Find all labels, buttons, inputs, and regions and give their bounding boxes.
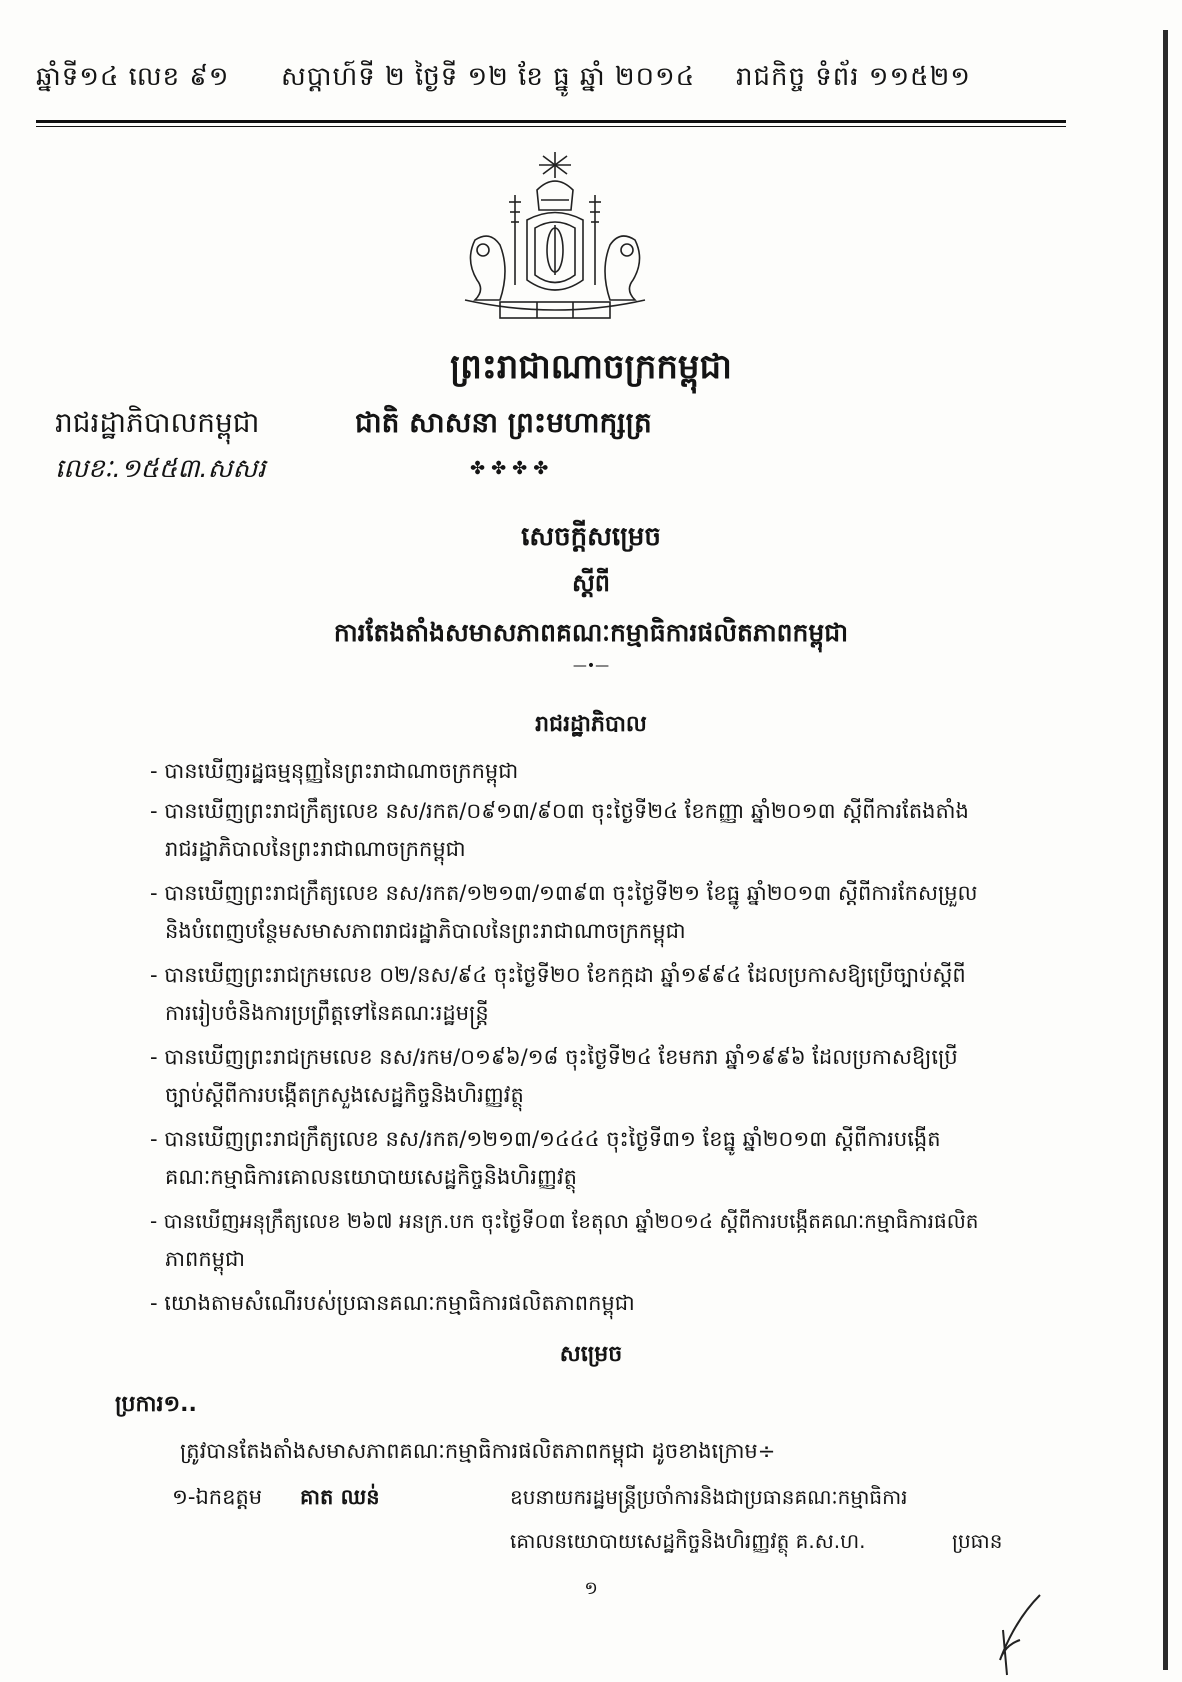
recital-line: គណៈកម្មាធិការគោលនយោបាយសេដ្ឋកិច្ចនិងហិរញ្ញវត្ថុ bbox=[165, 1165, 577, 1189]
header-page: រាជកិច្ច ទំព័រ ១១៥២១ bbox=[736, 62, 971, 92]
recital-line: ច្បាប់ស្តីពីការបង្កើតក្រសួងសេដ្ឋកិច្ចនិងហិរញ្ញវត្ថុ bbox=[165, 1083, 524, 1107]
recital-line: - យោងតាមសំណើរបស់ប្រធានគណៈកម្មាធិការផលិតភាពកម្ពុជា bbox=[150, 1291, 635, 1315]
decision-subject: ការតែងតាំងសមាសភាពគណៈកម្មាធិការផលិតភាពកម្ពុជា bbox=[333, 618, 849, 647]
recital-line: - បានឃើញព្រះរាជក្រមលេខ ០២/នស/៩៤ ចុះថ្ងៃទី២០ ខែកក្កដា ឆ្នាំ១៩៩៤ ដែលប្រកាសឱ្យប្រើច្បាប់ស្តីពី bbox=[150, 963, 966, 987]
government-heading: រាជរដ្ឋាភិបាល bbox=[535, 712, 647, 737]
decides-heading: សម្រេច bbox=[559, 1342, 623, 1367]
royal-coat-of-arms-emblem bbox=[455, 150, 655, 335]
header-rule bbox=[36, 120, 1066, 123]
recital-line: - បានឃើញព្រះរាជក្រឹត្យលេខ នស/រកត/១២១៣/១៤៤៤ ចុះថ្ងៃទី៣១ ខែធ្នូ ឆ្នាំ២០១៣ ស្តីពីការបង្កើត bbox=[150, 1127, 941, 1151]
member-name: គាត ឈន់ bbox=[300, 1485, 380, 1509]
issuer-number: លេខៈ.១៥៥៣.សសរ bbox=[55, 454, 266, 484]
ornament-divider: ✤✤✤✤ bbox=[470, 458, 555, 479]
article-heading: ប្រការ១.. bbox=[115, 1392, 197, 1417]
header-year-issue: ឆ្នាំទី១៤ លេខ ៩១ bbox=[36, 62, 230, 92]
recital-line: - បានឃើញអនុក្រឹត្យលេខ ២៦៧ អនក្រ.បក ចុះថ្ងៃទី០៣ ខែតុលា ឆ្នាំ២០១៤ ស្តីពីការបង្កើតគណៈកម្មាធិការផលិត bbox=[150, 1209, 979, 1233]
recital-line: រាជរដ្ឋាភិបាលនៃព្រះរាជាណាចក្រកម្ពុជា bbox=[165, 837, 466, 861]
header-rule-thin bbox=[36, 126, 1066, 127]
scan-edge-line bbox=[1163, 30, 1168, 1670]
signature-mark bbox=[985, 1590, 1075, 1680]
page-number: ១ bbox=[584, 1578, 598, 1599]
member-number: ១-ឯកឧត្តម bbox=[172, 1485, 263, 1509]
national-motto: ជាតិ សាសនា ព្រះមហាក្សត្រ bbox=[355, 406, 652, 439]
member-role: ឧបនាយករដ្ឋមន្ត្រីប្រចាំការនិងជាប្រធានគណៈកម្មាធិការ bbox=[510, 1485, 908, 1509]
decision-about: ស្តីពី bbox=[571, 569, 611, 597]
issuer-name: រាជរដ្ឋាភិបាលកម្ពុជា bbox=[55, 406, 260, 439]
member-position: ប្រធាន bbox=[952, 1529, 1003, 1553]
recital-line: និងបំពេញបន្ថែមសមាសភាពរាជរដ្ឋាភិបាលនៃព្រះរាជាណាចក្រកម្ពុជា bbox=[165, 919, 686, 943]
recital-line: ភាពកម្ពុជា bbox=[165, 1247, 245, 1271]
recital-line: - បានឃើញរដ្ឋធម្មនុញ្ញនៃព្រះរាជាណាចក្រកម្ពុជា bbox=[150, 759, 519, 783]
title-separator: —•— bbox=[572, 658, 610, 674]
header-date: សប្តាហ៍ទី ២ ថ្ងៃទី ១២ ខែ ធ្នូ ឆ្នាំ ២០១៤ bbox=[281, 62, 696, 92]
decision-title: សេចក្តីសម្រេច bbox=[521, 522, 661, 552]
member-role: គោលនយោបាយសេដ្ឋកិច្ចនិងហិរញ្ញវត្ថុ គ.ស.ហ. bbox=[510, 1529, 866, 1553]
recital-line: - បានឃើញព្រះរាជក្រមលេខ នស/រកម/០១៩៦/១៨ ចុះថ្ងៃទី២៤ ខែមករា ឆ្នាំ១៩៩៦ ដែលប្រកាសឱ្យប្រើ bbox=[150, 1045, 958, 1069]
recital-line: ការរៀបចំនិងការប្រព្រឹត្តទៅនៃគណៈរដ្ឋមន្ត្រី bbox=[165, 1001, 489, 1025]
article-text: ត្រូវបានតែងតាំងសមាសភាពគណៈកម្មាធិការផលិតភាពកម្ពុជា ដូចខាងក្រោម÷ bbox=[180, 1439, 776, 1463]
recital-line: - បានឃើញព្រះរាជក្រឹត្យលេខ នស/រកត/១២១៣/១៣៩៣ ចុះថ្ងៃទី២១ ខែធ្នូ ឆ្នាំ២០១៣ ស្តីពីការកែសម្រួល bbox=[150, 881, 978, 905]
recital-line: - បានឃើញព្រះរាជក្រឹត្យលេខ នស/រកត/០៩១៣/៩០៣ ចុះថ្ងៃទី២៤ ខែកញ្ញា ឆ្នាំ២០១៣ ស្តីពីការតែងតាំង bbox=[150, 799, 969, 823]
kingdom-name: ព្រះរាជាណាចក្រកម្ពុជា bbox=[450, 347, 732, 387]
